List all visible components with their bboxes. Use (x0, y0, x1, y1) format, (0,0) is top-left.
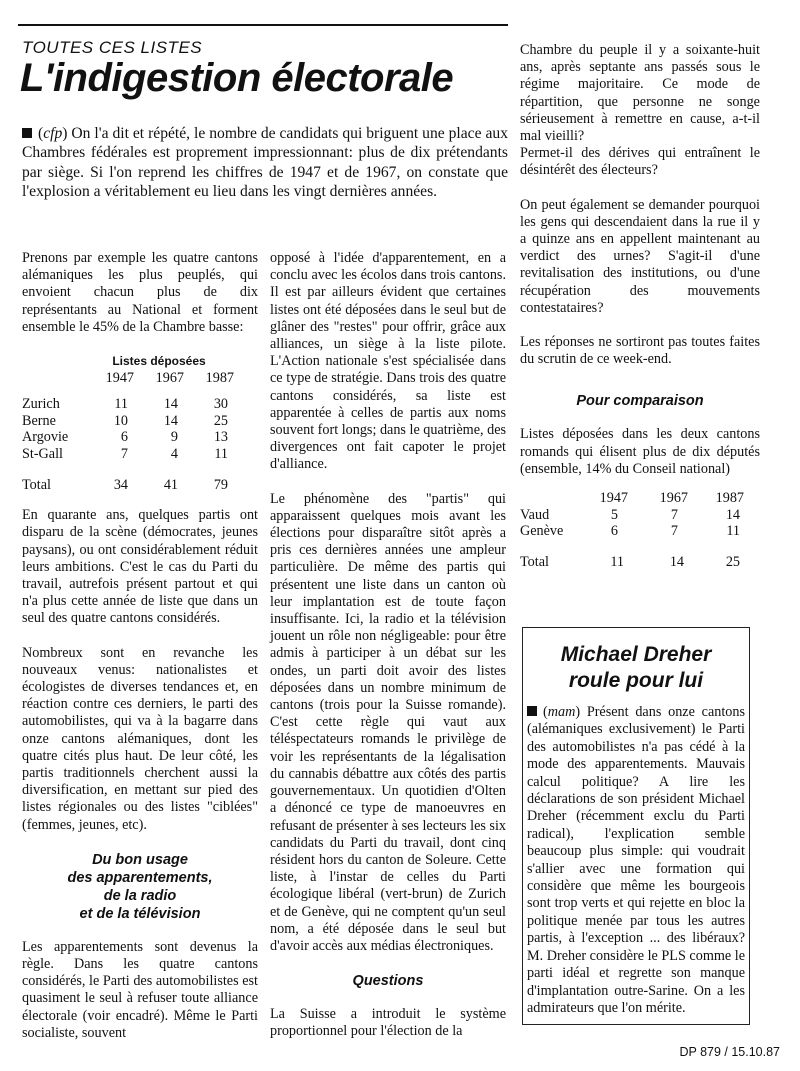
column-2 (270, 250, 506, 1058)
col3-paragraph-1b: Permet-il des dérives qui entraînent le désintérêt des électeurs? (520, 145, 760, 179)
table-cell: 6 (610, 523, 618, 540)
page-footer: DP 879 / 15.10.87 (679, 1045, 780, 1059)
col1-paragraph-3: Nombreux sont en revanche les nouveaux venus: nationalistes et écologistes de diverses tendances et, en réaction contre ces derniers, le parti des automobilistes, qui va à la bagarre dans onze cantons alémaniques, dont les quatre cités plus haut. De leur côté, les partis traditionnels cherchent aussi la diversification, en mettant sur pied des listes régionales ou des listes "ciblées" (femmes, jeunes, etc). (22, 644, 258, 833)
canton-name: Zurich (22, 396, 60, 413)
col1-paragraph-1: Prenons par exemple les quatre cantons alémaniques les plus peuplés, qui envoient chacun plus de dix représentants au National et forment ensemble le 45% de la Chambre basse: (22, 250, 258, 335)
table-caption: Listes déposées (112, 354, 206, 369)
table-year-header: 1987 (205, 369, 234, 386)
col2-paragraph-3: La Suisse a introduit le système proportionnel pour l'élection de la (270, 1006, 506, 1040)
table-row (520, 523, 744, 540)
col3-paragraph-3: Les réponses ne sortiront pas toutes faites du scrutin de ce week-end. (520, 334, 760, 368)
lead-paragraph: (cfp) On l'a dit et répété, le nombre de candidats qui briguent une place aux Chambres fédérales est proprement impressionnant: plus de dix prétendants par siège. Si l'on reprend les chiffres de 1947 et de 1967, on constate que l'explosion a véritablement eu lieu dans les vingt dernières années. (22, 125, 508, 201)
article-title: L'indigestion électorale (20, 56, 454, 100)
total-label: Total (520, 553, 549, 570)
box-title (527, 642, 745, 694)
total-label: Total (22, 476, 51, 493)
section-subhead-questions: Questions (352, 973, 424, 990)
table-cell: 34 (113, 476, 128, 493)
table-cell: 25 (725, 553, 740, 570)
table-cell: 13 (213, 429, 228, 446)
table-row (22, 429, 234, 446)
col3-paragraph-2: On peut également se demander pourquoi les gens qui descendaient dans la rue il y a quinze ans en appellent maintenant au verdict des urnes? S'agit-il d'une revitalisation des institutions, ou d'une récupération des mouvements contestataires? (520, 196, 760, 316)
canton-name: St-Gall (22, 445, 63, 462)
table-cell: 14 (725, 506, 740, 523)
col2-paragraph-2: Le phénomène des "partis" qui apparaissent quelques mois avant les élections pour disparaître sitôt après a pris ces dernières années une ampleur particulière. De même des partis qui présentent une liste dans un canton où leur implantation est de toute façon insuffisante. Ici, la radio et la télévision jouent un rôle non négligeable: pour être admis à participer à un débat sur les ondes, un parti doit avoir des listes déposées dans un nombre minimum de cantons (trois pour la Suisse romande). C'est cette règle qui vaut aux téléspectateurs romands le privilège de voir les représentants de la légalisation du cannabis débattre aux côtés des partis gouvernementaux. Un quotidien d'Olten a dénoncé ce type de manoeuvres en refusant de présenter à ses lecteurs les six candidats du Parti du travail, dont cinq résident hors du canton de Soleure. Cette liste, à l'instar de celles du Parti écologique libéral (vert-brun) de Zurich et de Genève, qui ne comptent qu'un seul nom, a été déposée dans le seul but d'avoir accès aux médias électroniques. (270, 490, 506, 954)
table-cell: 14 (669, 553, 684, 570)
table-year-header: 1967 (659, 490, 688, 507)
canton-name: Genève (520, 523, 564, 540)
subhead-line: de la radio (103, 887, 177, 904)
subhead-line: Du bon usage (92, 851, 188, 868)
col2-paragraph-1: opposé à l'idée d'apparentement, en a conclu avec les écolos dans trois cantons. Il est par ailleurs évident que certaines listes ont été déposées dans le seul but de glâner des "restes" pour offrir, grâce aux alliances, un siège à la liste pilote. L'Action nationale s'est spécialisée dans ce type de stratégie. Dans trois des quatre cantons considérés, sa liste est apparentée à celles de partis aux noms souvent fort longs; dans le quatrième, des divergences ont fait capoter le projet d'alliance. (270, 250, 507, 473)
table-year-header: 1987 (715, 490, 744, 507)
table-row (22, 413, 234, 430)
table-cell: 79 (213, 476, 228, 493)
table-cell: 14 (163, 396, 178, 413)
table-cell: 5 (610, 506, 618, 523)
table-total-row (520, 554, 744, 571)
table-cell: 7 (670, 506, 678, 523)
lead-author: cfp (43, 125, 63, 142)
box-author: mam (547, 704, 576, 720)
canton-name: Vaud (520, 506, 550, 523)
table-cell: 11 (214, 445, 228, 462)
column-1 (22, 250, 258, 1059)
table-cell: 11 (726, 523, 740, 540)
table-cell: 6 (120, 429, 128, 446)
table-year-header: 1947 (105, 369, 134, 386)
section-subhead-apparentements (22, 851, 258, 923)
table-cell: 14 (163, 412, 178, 429)
canton-name: Argovie (22, 429, 69, 446)
table-cell: 30 (213, 396, 228, 413)
box-body: ) Présent dans onze cantons (alémaniques exclusivement) le Parti des automobilistes n'a pas cédé à la mode des apparentements. Mauvais calcul politique? A lire les déclarations de son président Michael Dreher (récemment exclu du Parti radical), l'explication semble beaucoup plus simple: qui voudrait s'allier avec une formation qui considère que même les bourgeois sont trop verts et qui rejette en bloc la politique menée par tous les autres partis, à l'exception ... des libéraux? M. Dreher considère le PLS comme le parti idéal et regrette son manque d'implantation outre-Sarine. On a les admirateurs que l'on mérite. (527, 704, 745, 1016)
table-cell: 4 (170, 445, 178, 462)
table-cell: 11 (114, 396, 128, 413)
table-total-row (22, 477, 234, 494)
bullet-square-icon (527, 706, 537, 716)
table-romand-cantons (520, 490, 744, 570)
table-cell: 7 (120, 445, 128, 462)
column-3 (520, 42, 760, 584)
box-title-line: Michael Dreher (560, 643, 712, 666)
table-year-header: 1967 (155, 369, 184, 386)
col3-paragraph-1: Chambre du peuple il y a soixante-huit ans, après septante ans passés sous le régime majoritaire. Ce mode de répartition, que personne ne songe sérieusement à remettre en cause, a-t-il mal vieilli? (520, 42, 760, 145)
table-row (22, 396, 234, 413)
subhead-line: des apparentements, (67, 869, 213, 886)
lead-text: ) On l'a dit et répété, le nombre de candidats qui briguent une place aux Chambres fédérales est proprement impressionnant: plus de dix prétendants par siège. Si l'on reprend les chiffres de 1947 et de 1967, on constate que l'explosion a véritablement eu lieu dans les vingt dernières années. (22, 125, 508, 201)
table-cell: 41 (163, 476, 178, 493)
table-swiss-german-cantons (22, 353, 234, 493)
bullet-square-icon (22, 128, 32, 138)
section-subhead-comparaison: Pour comparaison (576, 393, 704, 410)
table-row (520, 507, 744, 524)
table-year-header: 1947 (599, 490, 628, 507)
kicker: TOUTES CES LISTES (22, 38, 203, 57)
col3-paragraph-4: Listes déposées dans les deux cantons romands qui élisent plus de dix députés (ensemble, 14% du Conseil national) (520, 426, 760, 477)
table-cell: 7 (670, 523, 678, 540)
box-title-line: roule pour lui (568, 669, 704, 692)
col1-paragraph-4: Les apparentements sont devenus la règle. Dans les quatre cantons considérés, le Parti des automobilistes est quasiment le seul à refuser toute alliance électorale (voir encadré). Même le Parti socialiste, souvent (22, 938, 258, 1041)
table-cell: 11 (610, 553, 624, 570)
table-row (22, 446, 234, 463)
canton-name: Berne (22, 412, 56, 429)
sidebar-box-dreher (522, 627, 750, 1025)
col1-paragraph-2: En quarante ans, quelques partis ont disparu de la scène (démocrates, jeunes paysans), ou ont considérablement réduit leurs ambitions. C'est le cas du Parti du travail, autrefois présent partout et qui n'a plus cette année de liste que dans un seul des quatre cantons considérés. (22, 507, 258, 627)
subhead-line: et de la télévision (79, 905, 201, 922)
top-rule (18, 24, 508, 26)
table-cell: 10 (113, 412, 128, 429)
table-cell: 25 (213, 412, 228, 429)
box-text: (mam) Présent dans onze cantons (alémaniques exclusivement) le Parti des automobilistes n'a pas cédé à la mode des apparentements. Mauvais calcul politique? A lire les déclarations de son président Michael Dreher (récemment exclu du Parti radical), l'explication semble beaucoup plus simple: qui voudrait s'allier avec une formation qui considère que même les bourgeois sont trop verts et qui rejette en bloc la politique menée par tous les autres partis, à l'exception ... des libéraux? M. Dreher considère le PLS comme le parti idéal et regrette son manque d'implantation outre-Sarine. On a les admirateurs que l'on mérite. (527, 704, 745, 1016)
table-cell: 9 (170, 429, 178, 446)
